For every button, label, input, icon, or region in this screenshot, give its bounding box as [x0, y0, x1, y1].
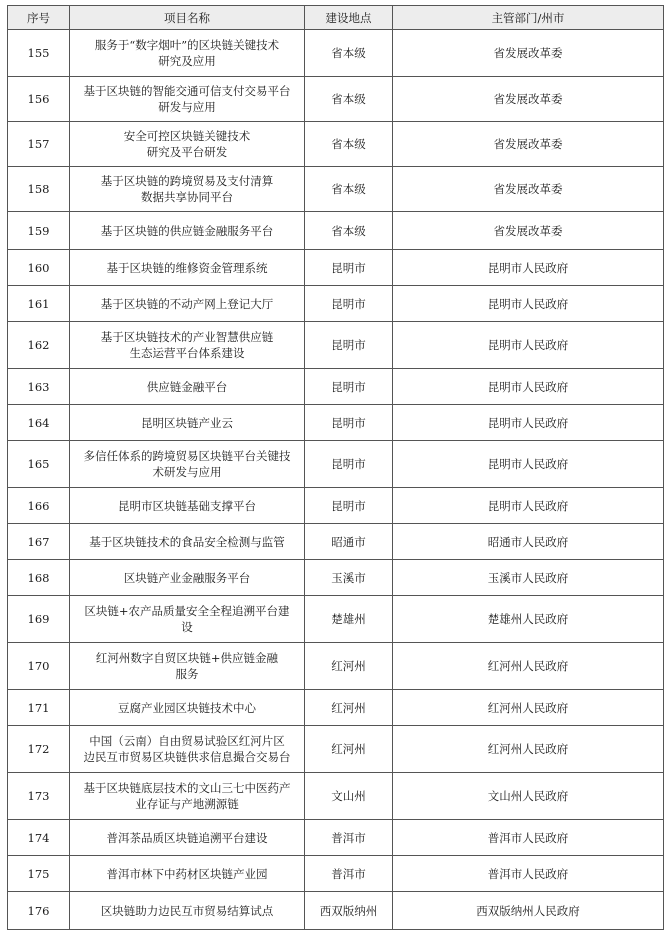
- department: 省发展改革委: [393, 122, 664, 167]
- project-name: 基于区块链的不动产网上登记大厅: [70, 286, 305, 322]
- table-row: [8, 596, 664, 643]
- department: 昆明市人民政府: [393, 369, 664, 405]
- build-site: 红河州: [305, 643, 393, 690]
- department: 文山州人民政府: [393, 773, 664, 820]
- build-site: 楚雄州: [305, 596, 393, 643]
- department: 昆明市人民政府: [393, 286, 664, 322]
- row-number: 173: [8, 773, 70, 820]
- build-site: 省本级: [305, 167, 393, 212]
- row-number: 159: [8, 212, 70, 250]
- row-number: 165: [8, 441, 70, 488]
- row-number: 176: [8, 892, 70, 930]
- row-number: 170: [8, 643, 70, 690]
- build-site: 省本级: [305, 77, 393, 122]
- department: 昆明市人民政府: [393, 441, 664, 488]
- build-site: 昆明市: [305, 286, 393, 322]
- project-name: 供应链金融平台: [70, 369, 305, 405]
- row-number: 172: [8, 726, 70, 773]
- project-name: 多信任体系的跨境贸易区块链平台关键技 术研发与应用: [70, 441, 305, 488]
- table-row: [8, 560, 664, 596]
- build-site: 昆明市: [305, 250, 393, 286]
- project-name: 昆明区块链产业云: [70, 405, 305, 441]
- project-name: 区块链产业金融服务平台: [70, 560, 305, 596]
- table-row: [8, 122, 664, 167]
- row-number: 167: [8, 524, 70, 560]
- department: 红河州人民政府: [393, 643, 664, 690]
- table-row: [8, 212, 664, 250]
- build-site: 红河州: [305, 726, 393, 773]
- row-number: 171: [8, 690, 70, 726]
- build-site: 红河州: [305, 690, 393, 726]
- department: 昆明市人民政府: [393, 322, 664, 369]
- row-number: 169: [8, 596, 70, 643]
- project-name: 昆明市区块链基础支撑平台: [70, 488, 305, 524]
- build-site: 昭通市: [305, 524, 393, 560]
- header-row: [8, 6, 664, 30]
- row-number: 161: [8, 286, 70, 322]
- table-row: [8, 322, 664, 369]
- table-row: [8, 405, 664, 441]
- row-number: 162: [8, 322, 70, 369]
- table-row: [8, 167, 664, 212]
- department: 昭通市人民政府: [393, 524, 664, 560]
- build-site: 文山州: [305, 773, 393, 820]
- build-site: 玉溪市: [305, 560, 393, 596]
- build-site: 昆明市: [305, 322, 393, 369]
- project-name: 普洱市林下中药材区块链产业园: [70, 856, 305, 892]
- project-name: 基于区块链的维修资金管理系统: [70, 250, 305, 286]
- build-site: 昆明市: [305, 405, 393, 441]
- department: 省发展改革委: [393, 167, 664, 212]
- table-row: [8, 250, 664, 286]
- department: 普洱市人民政府: [393, 856, 664, 892]
- department: 省发展改革委: [393, 77, 664, 122]
- header-site: 建设地点: [305, 6, 393, 30]
- row-number: 155: [8, 30, 70, 77]
- row-number: 175: [8, 856, 70, 892]
- department: 楚雄州人民政府: [393, 596, 664, 643]
- project-name: 基于区块链技术的产业智慧供应链 生态运营平台体系建设: [70, 322, 305, 369]
- table-row: [8, 892, 664, 930]
- table-row: [8, 643, 664, 690]
- table-row: [8, 773, 664, 820]
- project-name: 服务于“数字烟叶”的区块链关键技术 研究及应用: [70, 30, 305, 77]
- build-site: 西双版纳州: [305, 892, 393, 930]
- department: 玉溪市人民政府: [393, 560, 664, 596]
- row-number: 158: [8, 167, 70, 212]
- project-name: 区块链助力边民互市贸易结算试点: [70, 892, 305, 930]
- department: 昆明市人民政府: [393, 488, 664, 524]
- project-name: 普洱茶品质区块链追溯平台建设: [70, 820, 305, 856]
- project-name: 基于区块链的跨境贸易及支付清算 数据共享协同平台: [70, 167, 305, 212]
- project-name: 安全可控区块链关键技术 研究及平台研发: [70, 122, 305, 167]
- build-site: 普洱市: [305, 820, 393, 856]
- table-row: [8, 488, 664, 524]
- build-site: 省本级: [305, 30, 393, 77]
- table-row: [8, 30, 664, 77]
- table-row: [8, 77, 664, 122]
- department: 西双版纳州人民政府: [393, 892, 664, 930]
- header-department: 主管部门/州市: [393, 6, 664, 30]
- project-name: 基于区块链技术的食品安全检测与监管: [70, 524, 305, 560]
- department: 昆明市人民政府: [393, 250, 664, 286]
- project-name: 基于区块链底层技术的文山三七中医药产 业存证与产地溯源链: [70, 773, 305, 820]
- project-table: [7, 5, 664, 930]
- table-row: [8, 820, 664, 856]
- project-name: 基于区块链的供应链金融服务平台: [70, 212, 305, 250]
- row-number: 164: [8, 405, 70, 441]
- row-number: 156: [8, 77, 70, 122]
- table-row: [8, 286, 664, 322]
- header-no: 序号: [8, 6, 70, 30]
- header-project-name: 项目名称: [70, 6, 305, 30]
- department: 省发展改革委: [393, 212, 664, 250]
- table-row: [8, 690, 664, 726]
- department: 红河州人民政府: [393, 690, 664, 726]
- table-row: [8, 369, 664, 405]
- table-row: [8, 726, 664, 773]
- build-site: 昆明市: [305, 488, 393, 524]
- project-name: 基于区块链的智能交通可信支付交易平台 研发与应用: [70, 77, 305, 122]
- row-number: 163: [8, 369, 70, 405]
- table-row: [8, 856, 664, 892]
- department: 红河州人民政府: [393, 726, 664, 773]
- project-name: 区块链+农产品质量安全全程追溯平台建 设: [70, 596, 305, 643]
- department: 省发展改革委: [393, 30, 664, 77]
- row-number: 174: [8, 820, 70, 856]
- row-number: 160: [8, 250, 70, 286]
- build-site: 省本级: [305, 122, 393, 167]
- build-site: 昆明市: [305, 441, 393, 488]
- row-number: 166: [8, 488, 70, 524]
- table-row: [8, 524, 664, 560]
- build-site: 昆明市: [305, 369, 393, 405]
- row-number: 168: [8, 560, 70, 596]
- row-number: 157: [8, 122, 70, 167]
- department: 普洱市人民政府: [393, 820, 664, 856]
- project-name: 红河州数字自贸区块链+供应链金融 服务: [70, 643, 305, 690]
- table-row: [8, 441, 664, 488]
- build-site: 普洱市: [305, 856, 393, 892]
- build-site: 省本级: [305, 212, 393, 250]
- department: 昆明市人民政府: [393, 405, 664, 441]
- project-name: 豆腐产业园区块链技术中心: [70, 690, 305, 726]
- project-name: 中国（云南）自由贸易试验区红河片区 边民互市贸易区块链供求信息撮合交易台: [70, 726, 305, 773]
